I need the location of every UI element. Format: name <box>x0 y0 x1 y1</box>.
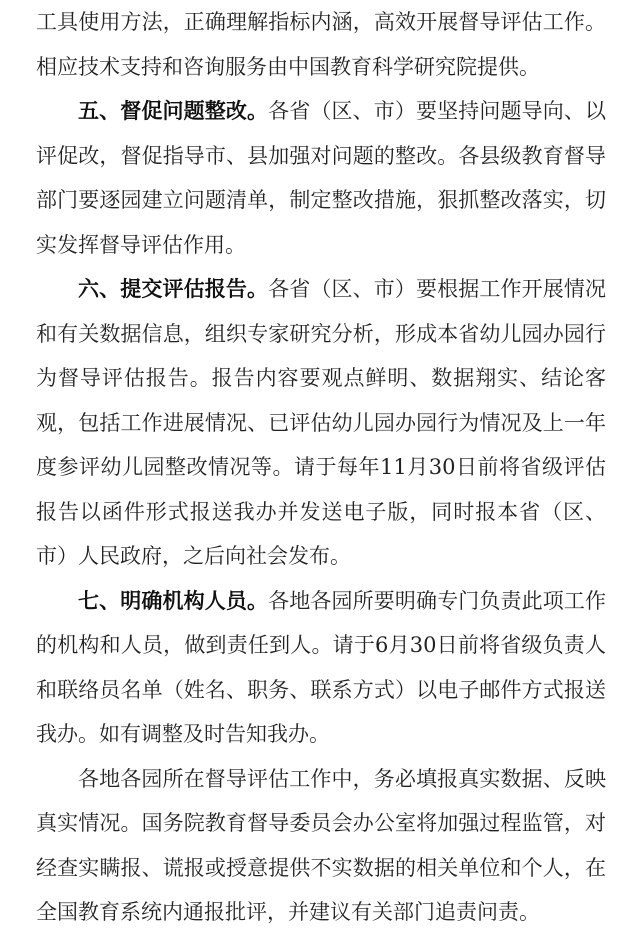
paragraph-section-5 <box>36 89 606 267</box>
paragraph-text: 各地各园所要明确专门负责此项工作的机构和人员，做到责任到人。请于6月30日前将省级负责人和联络员名单（姓名、职务、联系方式）以电子邮件方式报送我办。如有调整及时告知我办。 <box>36 588 606 746</box>
document-page <box>36 0 606 935</box>
paragraph-text: 各省（区、市）要坚持问题导向、以评促改，督促指导市、县加强对问题的整改。各县级教育督导部门要逐园建立问题清单，制定整改措施，狠抓整改落实，切实发挥督导评估作用。 <box>36 99 606 257</box>
paragraph-text: 各地各园所在督导评估工作中，务必填报真实数据、反映真实情况。国务院教育督导委员会办公室将加强过程监管，对经查实瞒报、谎报或授意提供不实数据的相关单位和个人，在全国教育系统内通报批评，并建议有关部门追责问责。 <box>36 766 606 924</box>
section-heading: 六、提交评估报告。 <box>78 277 269 301</box>
paragraph-continuation <box>36 0 606 89</box>
paragraph-text: 工具使用方法，正确理解指标内涵，高效开展督导评估工作。相应技术支持和咨询服务由中国教育科学研究院提供。 <box>36 10 606 79</box>
section-heading: 七、明确机构人员。 <box>78 588 269 613</box>
paragraph-section-6 <box>36 267 606 579</box>
paragraph-text: 各省（区、市）要根据工作开展情况和有关数据信息，组织专家研究分析，形成本省幼儿园办园行为督导评估报告。报告内容要观点鲜明、数据翔实、结论客观，包括工作进展情况、已评估幼儿园办园行为情况及上一年度参评幼儿园整改情况等。请于每年11月30日前将省级评估报告以函件形式报送我办并发送电子版，同时报本省（区、市）人民政府，之后向社会发布。 <box>36 277 606 568</box>
paragraph-closing <box>36 757 606 935</box>
section-heading: 五、督促问题整改。 <box>78 99 269 123</box>
paragraph-section-7 <box>36 579 606 757</box>
